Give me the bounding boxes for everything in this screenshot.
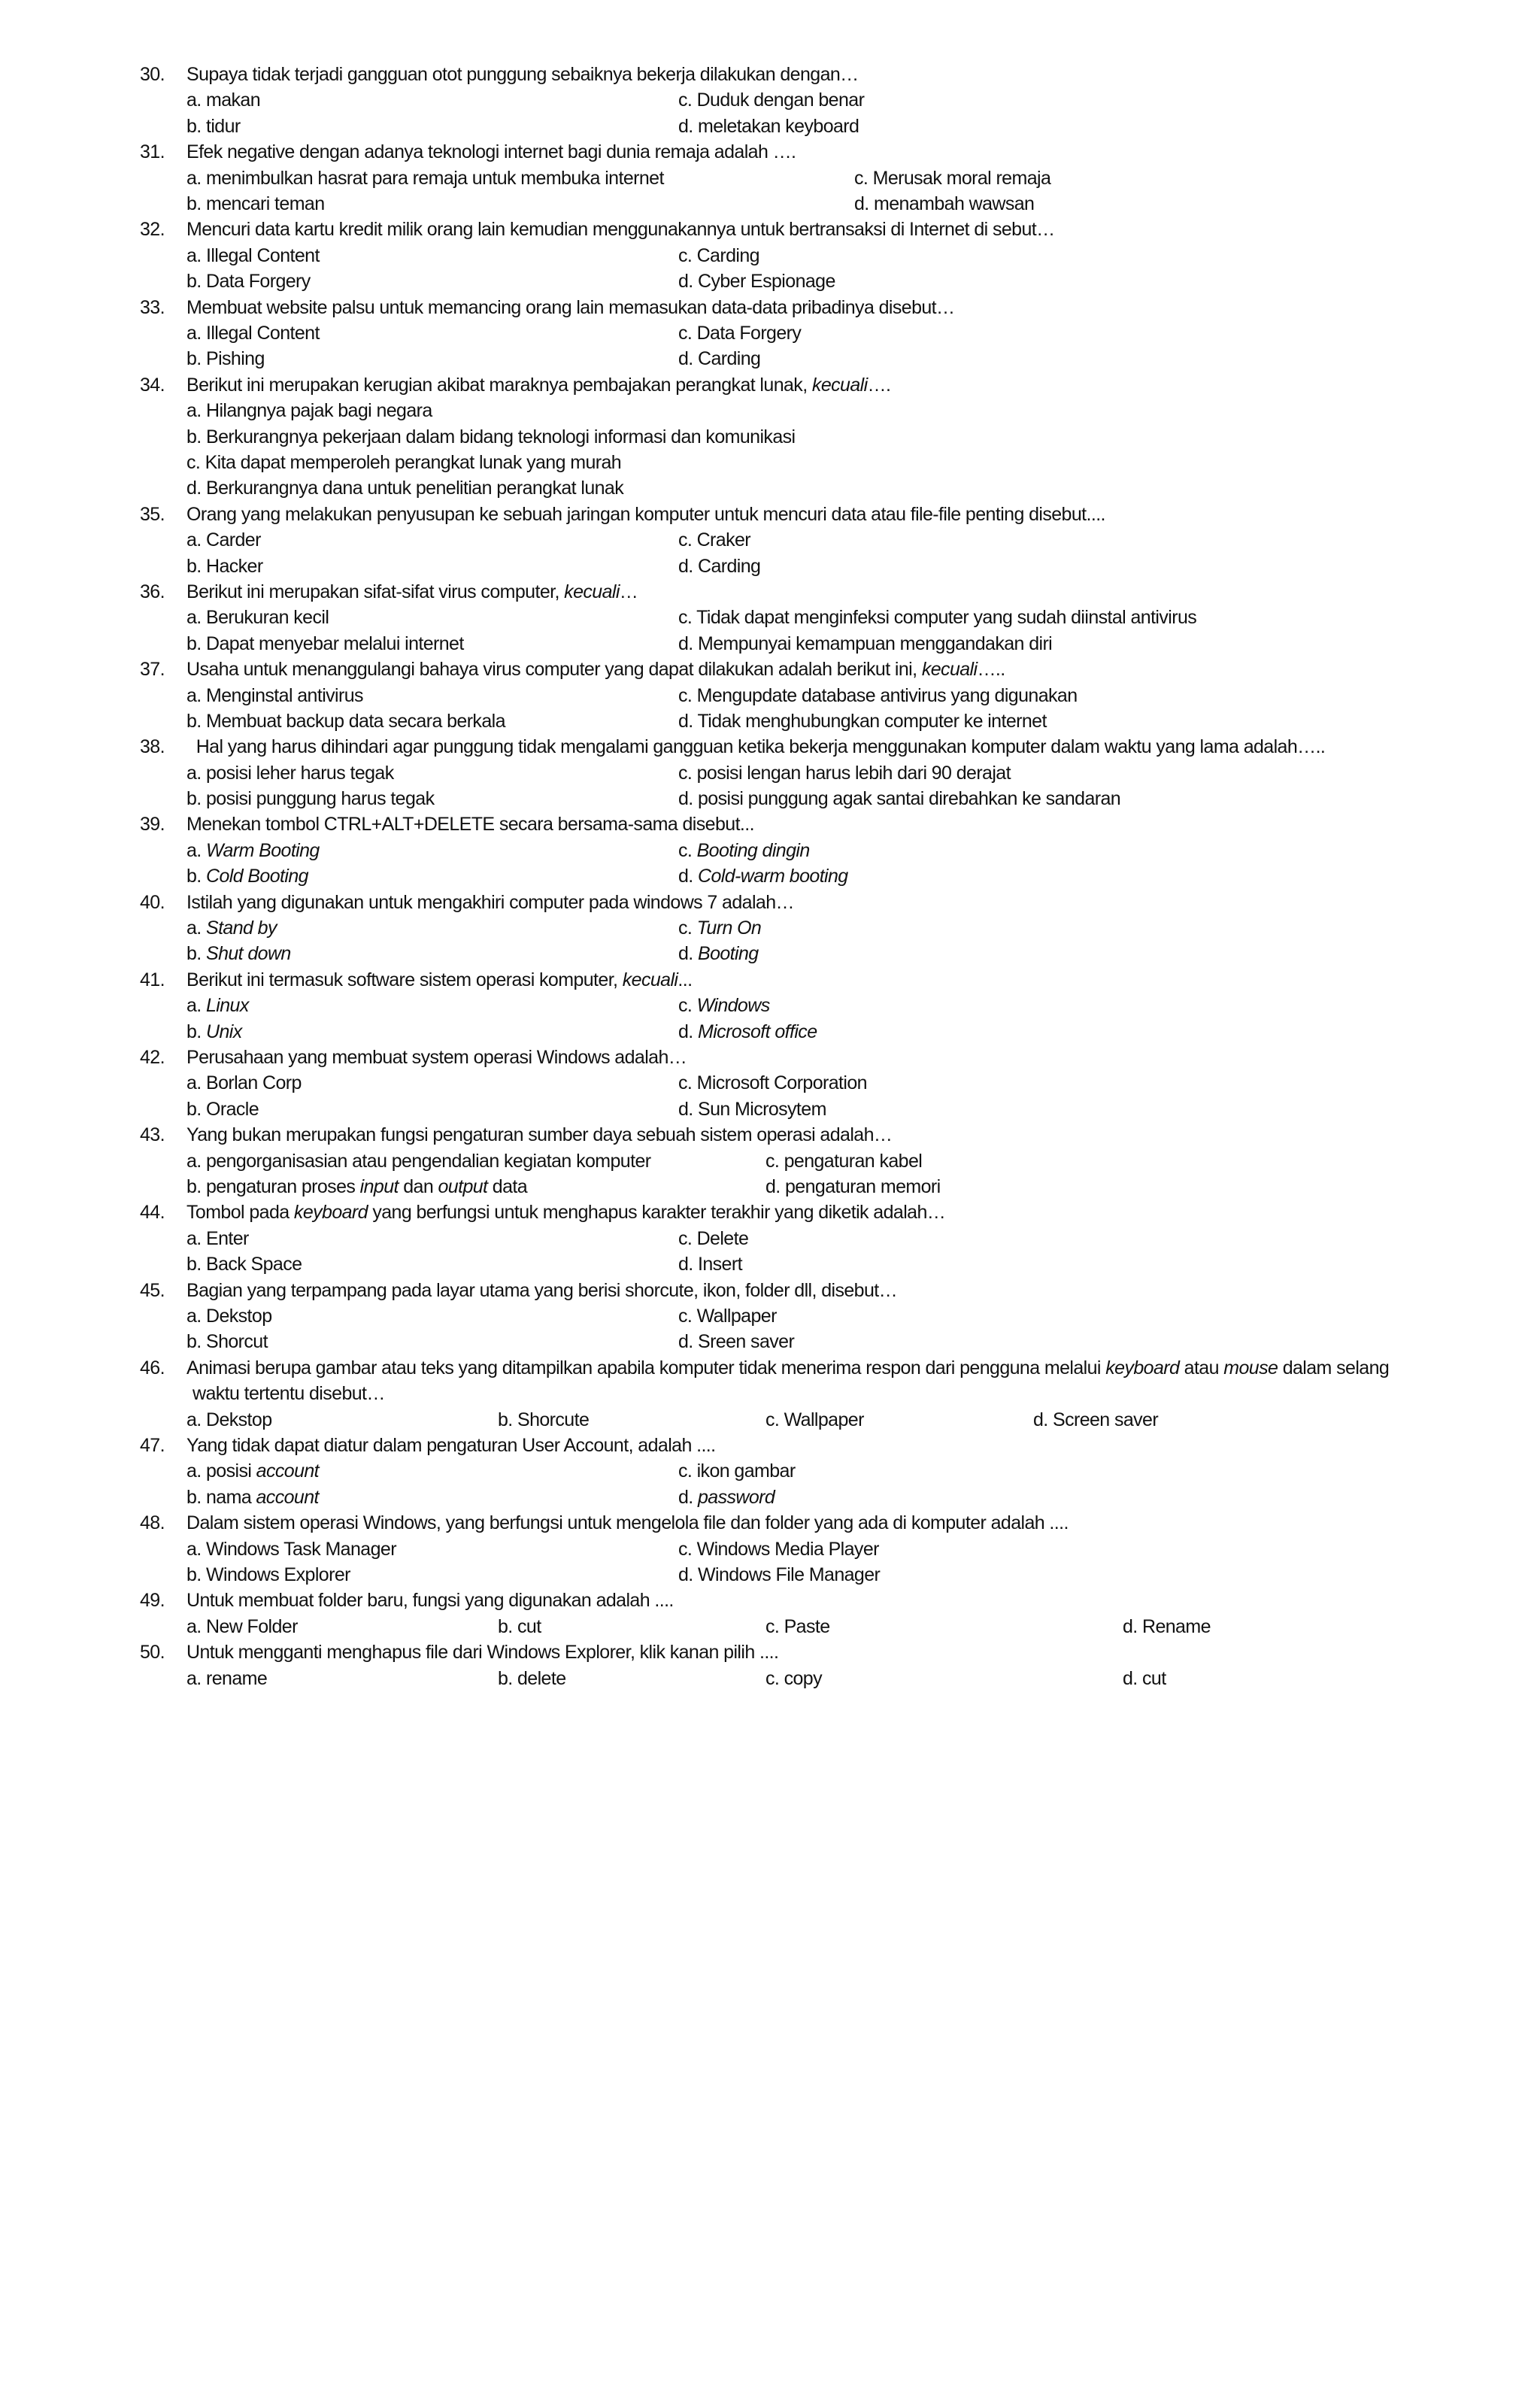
question-number: 39. — [140, 814, 165, 836]
question-stem: Berikut ini merupakan kerugian akibat maraknya pembajakan perangkat lunak, kecuali…. — [186, 374, 891, 396]
option-row — [186, 268, 1540, 294]
question-stem: Orang yang melakukan penyusupan ke sebuah jaringan komputer untuk mencuri data atau file-file penting disebut.... — [186, 503, 1105, 525]
question-43 — [0, 1122, 1540, 1148]
option-b: b. Shut down — [186, 943, 291, 965]
option-c: c. Data Forgery — [678, 322, 802, 344]
option-c: c. Merusak moral remaja — [854, 167, 1051, 189]
question-stem: Supaya tidak terjadi gangguan otot punggung sebaiknya bekerja dilakukan dengan… — [186, 64, 859, 85]
option-a: a. posisi leher harus tegak — [186, 762, 394, 784]
option-row — [186, 1458, 1540, 1484]
question-number: 37. — [140, 659, 165, 681]
option-d: d. Insert — [678, 1254, 742, 1275]
option-row — [186, 1536, 1540, 1562]
exam-question-list — [0, 62, 1540, 1691]
option-d: d. password — [678, 1486, 775, 1508]
option-row — [186, 1329, 1540, 1354]
question-number: 40. — [140, 891, 165, 913]
question-number: 44. — [140, 1202, 165, 1224]
question-stem: Efek negative dengan adanya teknologi internet bagi dunia remaja adalah …. — [186, 141, 796, 163]
question-34 — [0, 372, 1540, 398]
question-stem: Yang tidak dapat diatur dalam pengaturan User Account, adalah .... — [186, 1434, 716, 1456]
option-a: a. rename — [186, 1667, 268, 1689]
option-d: d. Rename — [1123, 1615, 1211, 1637]
option-a: a. Windows Task Manager — [186, 1538, 396, 1560]
question-stem: Bagian yang terpampang pada layar utama yang berisi shorcute, ikon, folder dll, disebut… — [186, 1279, 898, 1301]
question-stem: Berikut ini termasuk software sistem operasi komputer, kecuali... — [186, 969, 693, 990]
question-39 — [0, 811, 1540, 837]
option-d: d. Sreen saver — [678, 1331, 795, 1353]
option-d: d. Cyber Espionage — [678, 271, 835, 293]
option-row — [186, 1614, 1540, 1639]
option-row — [186, 1174, 1540, 1200]
option-a: a. posisi account — [186, 1460, 320, 1482]
option-row — [186, 320, 1540, 346]
question-41 — [0, 967, 1540, 993]
option-b: b. cut — [498, 1615, 541, 1637]
option-d: d. pengaturan memori — [765, 1176, 941, 1198]
option-row — [186, 1485, 1540, 1510]
option-b: b. Berkurangnya pekerjaan dalam bidang teknologi informasi dan komunikasi — [186, 426, 796, 447]
option-c: c. pengaturan kabel — [765, 1150, 923, 1172]
option-b: b. posisi punggung harus tegak — [186, 788, 435, 810]
question-number: 50. — [140, 1642, 165, 1664]
option-b: b. Windows Explorer — [186, 1563, 350, 1585]
option-d: d. Berkurangnya dana untuk penelitian perangkat lunak — [186, 478, 624, 499]
option-row — [186, 554, 1540, 579]
option-row — [186, 424, 1540, 450]
option-c: c. Duduk dengan benar — [678, 89, 865, 111]
option-row — [186, 838, 1540, 863]
option-row — [186, 1096, 1540, 1122]
option-row — [186, 683, 1540, 708]
option-b: b. Data Forgery — [186, 271, 311, 293]
question-number: 34. — [140, 374, 165, 396]
option-a: a. Enter — [186, 1227, 249, 1249]
question-48 — [0, 1510, 1540, 1536]
question-30 — [0, 62, 1540, 87]
question-stem: Mencuri data kartu kredit milik orang lain kemudian menggunakannya untuk bertransaksi di Internet di sebut… — [186, 219, 1055, 241]
option-a: a. Carder — [186, 529, 261, 551]
option-d: d. Carding — [678, 555, 761, 577]
option-b: b. Hacker — [186, 555, 263, 577]
question-number: 33. — [140, 296, 165, 318]
option-d: d. Microsoft office — [678, 1021, 817, 1042]
question-number: 46. — [140, 1357, 165, 1378]
option-row — [186, 475, 1540, 501]
option-a: a. pengorganisasian atau pengendalian kegiatan komputer — [186, 1150, 651, 1172]
option-row — [186, 1019, 1540, 1045]
option-a: a. Warm Booting — [186, 839, 320, 861]
option-d: d. Tidak menghubungkan computer ke internet — [678, 710, 1047, 732]
option-row — [186, 87, 1540, 113]
question-number: 47. — [140, 1434, 165, 1456]
option-d: d. Sun Microsytem — [678, 1098, 826, 1120]
question-stem: Animasi berupa gambar atau teks yang ditampilkan apabila komputer tidak menerima respon dari pengguna melalui keyboard atau mouse dalam selang — [186, 1357, 1390, 1378]
option-b: b. mencari teman — [186, 193, 325, 214]
option-d: d. Booting — [678, 943, 759, 965]
option-row — [186, 605, 1540, 630]
question-stem: Untuk mengganti menghapus file dari Windows Explorer, klik kanan pilih .... — [186, 1642, 779, 1664]
question-45 — [0, 1278, 1540, 1303]
option-d: d. Carding — [678, 348, 761, 370]
option-row — [186, 1148, 1540, 1174]
question-44 — [0, 1200, 1540, 1225]
option-d: d. Windows File Manager — [678, 1563, 881, 1585]
option-c: c. Wallpaper — [765, 1409, 864, 1430]
option-a: a. Borlan Corp — [186, 1072, 302, 1094]
option-b: b. Shorcut — [186, 1331, 268, 1353]
question-38 — [0, 734, 1540, 760]
option-d: d. meletakan keyboard — [678, 115, 859, 137]
option-b: b. delete — [498, 1667, 566, 1689]
option-c: c. Turn On — [678, 917, 762, 939]
option-row — [186, 450, 1540, 475]
question-stem: Dalam sistem operasi Windows, yang berfungsi untuk mengelola file dan folder yang ada di komputer adalah .... — [186, 1512, 1069, 1534]
option-d: d. Mempunyai kemampuan menggandakan diri — [678, 632, 1053, 654]
option-row — [186, 631, 1540, 657]
option-b: b. pengaturan proses input dan output data — [186, 1176, 528, 1198]
question-stem: Perusahaan yang membuat system operasi Windows adalah… — [186, 1047, 687, 1069]
question-42 — [0, 1045, 1540, 1070]
option-row — [186, 1666, 1540, 1691]
option-b: b. Pishing — [186, 348, 265, 370]
question-stem-continued: waktu tertentu disebut… — [192, 1383, 385, 1405]
option-row — [186, 527, 1540, 553]
option-c: c. Wallpaper — [678, 1306, 777, 1327]
question-stem: Hal yang harus dihindari agar punggung tidak mengalami gangguan ketika bekerja menggunakan komputer dalam waktu yang lama adalah….. — [186, 736, 1326, 758]
option-row — [186, 398, 1540, 423]
option-a: a. makan — [186, 89, 261, 111]
option-row — [186, 1251, 1540, 1277]
option-c: c. copy — [765, 1667, 822, 1689]
option-d: d. Cold-warm booting — [678, 866, 848, 887]
question-46 — [0, 1355, 1540, 1407]
option-c: c. Windows — [678, 995, 770, 1017]
question-37 — [0, 657, 1540, 682]
option-b: b. Cold Booting — [186, 866, 308, 887]
option-row — [186, 1562, 1540, 1588]
option-row — [186, 1407, 1540, 1433]
option-d: d. cut — [1123, 1667, 1166, 1689]
option-c: c. Booting dingin — [678, 839, 810, 861]
option-c: c. Paste — [765, 1615, 830, 1637]
option-row — [186, 708, 1540, 734]
question-number: 45. — [140, 1279, 165, 1301]
question-stem: Menekan tombol CTRL+ALT+DELETE secara bersama-sama disebut... — [186, 814, 754, 836]
question-stem: Untuk membuat folder baru, fungsi yang digunakan adalah .... — [186, 1590, 674, 1612]
option-a: a. Illegal Content — [186, 322, 320, 344]
option-row — [186, 760, 1540, 786]
question-35 — [0, 502, 1540, 527]
question-36 — [0, 579, 1540, 605]
question-number: 32. — [140, 219, 165, 241]
option-c: c. Delete — [678, 1227, 749, 1249]
option-a: a. Stand by — [186, 917, 277, 939]
option-b: b. Shorcute — [498, 1409, 590, 1430]
option-c: c. ikon gambar — [678, 1460, 796, 1482]
question-40 — [0, 890, 1540, 915]
question-number: 48. — [140, 1512, 165, 1534]
option-row — [186, 1070, 1540, 1096]
option-d: d. menambah wawsan — [854, 193, 1035, 214]
option-b: b. Oracle — [186, 1098, 259, 1120]
option-row — [186, 243, 1540, 268]
option-c: c. Windows Media Player — [678, 1538, 879, 1560]
option-a: a. Menginstal antivirus — [186, 684, 363, 706]
question-49 — [0, 1588, 1540, 1613]
option-b: b. nama account — [186, 1486, 319, 1508]
option-a: a. Linux — [186, 995, 249, 1017]
question-number: 42. — [140, 1047, 165, 1069]
option-b: b. Dapat menyebar melalui internet — [186, 632, 464, 654]
question-50 — [0, 1639, 1540, 1665]
option-c: c. Kita dapat memperoleh perangkat lunak yang murah — [186, 451, 622, 473]
option-a: a. Illegal Content — [186, 244, 320, 266]
question-stem: Yang bukan merupakan fungsi pengaturan sumber daya sebuah sistem operasi adalah… — [186, 1124, 893, 1146]
question-47 — [0, 1433, 1540, 1458]
question-stem: Usaha untuk menanggulangi bahaya virus computer yang dapat dilakukan adalah berikut ini, kecuali….. — [186, 659, 1005, 681]
option-d: d. Screen saver — [1033, 1409, 1159, 1430]
option-c: c. Tidak dapat menginfeksi computer yang sudah diinstal antivirus — [678, 607, 1197, 629]
question-number: 31. — [140, 141, 165, 163]
option-row — [186, 1303, 1540, 1329]
question-number: 41. — [140, 969, 165, 990]
question-number: 30. — [140, 64, 165, 85]
option-b: b. tidur — [186, 115, 241, 137]
option-row — [186, 165, 1540, 191]
option-row — [186, 786, 1540, 811]
option-row — [186, 191, 1540, 217]
option-row — [186, 863, 1540, 889]
option-row — [186, 346, 1540, 372]
option-a: a. New Folder — [186, 1615, 298, 1637]
option-a: a. Dekstop — [186, 1409, 272, 1430]
option-b: b. Back Space — [186, 1254, 302, 1275]
option-c: c. Carding — [678, 244, 759, 266]
option-row — [186, 941, 1540, 966]
option-c: c. Microsoft Corporation — [678, 1072, 867, 1094]
option-b: b. Membuat backup data secara berkala — [186, 710, 505, 732]
question-stem: Tombol pada keyboard yang berfungsi untuk menghapus karakter terakhir yang diketik adalah… — [186, 1202, 946, 1224]
option-c: c. Mengupdate database antivirus yang digunakan — [678, 684, 1078, 706]
option-a: a. Hilangnya pajak bagi negara — [186, 400, 432, 422]
option-a: a. menimbulkan hasrat para remaja untuk membuka internet — [186, 167, 664, 189]
option-a: a. Berukuran kecil — [186, 607, 329, 629]
option-row — [186, 915, 1540, 941]
option-a: a. Dekstop — [186, 1306, 272, 1327]
option-d: d. posisi punggung agak santai direbahkan ke sandaran — [678, 788, 1121, 810]
question-32 — [0, 217, 1540, 242]
option-c: c. Craker — [678, 529, 751, 551]
option-row — [186, 993, 1540, 1018]
question-number: 36. — [140, 581, 165, 602]
question-33 — [0, 295, 1540, 320]
question-number: 49. — [140, 1590, 165, 1612]
question-31 — [0, 139, 1540, 165]
option-c: c. posisi lengan harus lebih dari 90 derajat — [678, 762, 1011, 784]
question-stem: Istilah yang digunakan untuk mengakhiri computer pada windows 7 adalah… — [186, 891, 794, 913]
question-number: 38. — [140, 736, 165, 758]
question-stem: Berikut ini merupakan sifat-sifat virus computer, kecuali… — [186, 581, 638, 602]
option-b: b. Unix — [186, 1021, 242, 1042]
question-number: 35. — [140, 503, 165, 525]
option-row — [186, 114, 1540, 139]
question-stem: Membuat website palsu untuk memancing orang lain memasukan data-data pribadinya disebut… — [186, 296, 955, 318]
option-row — [186, 1226, 1540, 1251]
question-number: 43. — [140, 1124, 165, 1146]
